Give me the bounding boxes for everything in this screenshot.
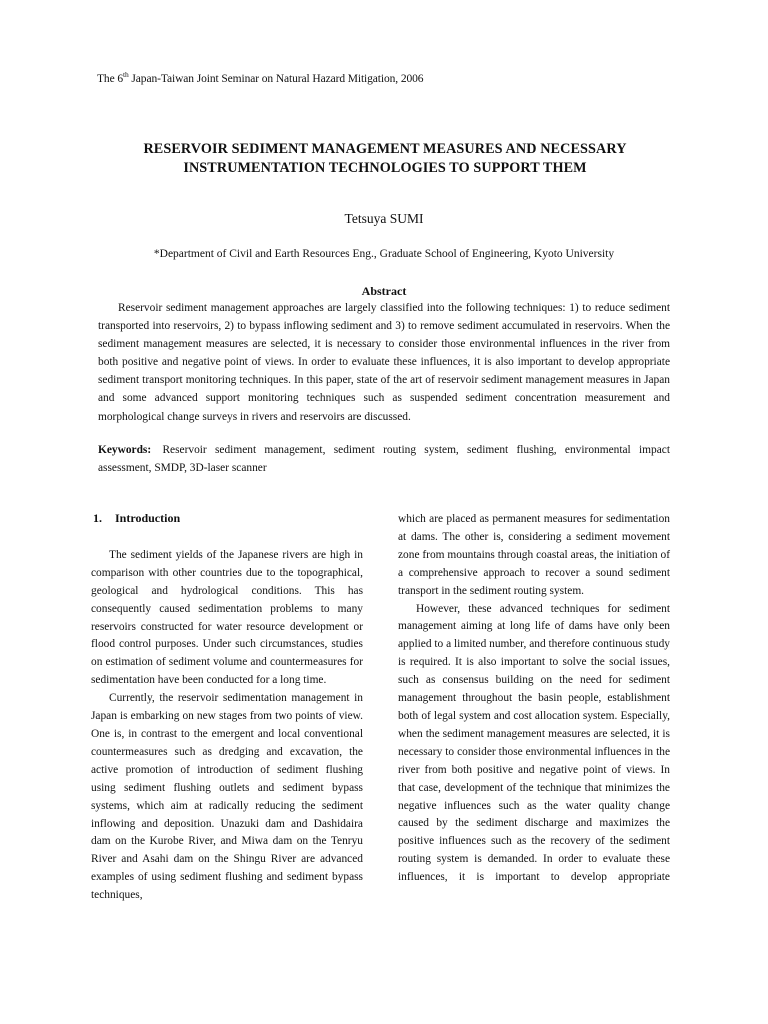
section-title: Introduction — [115, 511, 181, 525]
intro-paragraph-1: The sediment yields of the Japanese rivers are high in comparison with other countries due to the topographical, geological and hydrological conditions. This has consequently caused sedimentation problems to many reservoirs constructed for water resource development or flood control purposes. Under such circumstances, studies on estimation of sediment volume and countermeasures for sedimentation have been conducted for a long time. — [91, 548, 363, 687]
intro-paragraph-3: However, these advanced techniques for sediment management aiming at long life of dams have only been applied to a limited number, and therefore continuous study is required. It is also important to solve the social issues, such as consensus building on the need for sediment management throughout the basin people, establishment both of legal system and cost allocation system. Especially, when the sediment management measures are selected, it is necessary to consider those environmental influences in the river from both positive and negative point of views. In that case, development of the technique that minimizes the negative influences such as the water quality change caused by the sediment discharge and maximizes the positive influences such as the recovery of the sediment routing system is demanded. In order to evaluate these influences, it is important to develop appropriate — [398, 602, 670, 884]
section-number: 1. — [93, 511, 102, 525]
abstract-text: Reservoir sediment management approaches are largely classified into the following techniques: 1) to reduce sediment transported into reservoirs, 2) to bypass inflowing sediment and 3) to remove sediment accumulated in reservoirs. When the sediment management measures are selected, it is necessary to consider those environmental influences in the river from both positive and negative point of views. In order to evaluate these influences, it is also important to develop appropriate sediment transport monitoring techniques. In this paper, state of the art of reservoir sediment management measures in Japan and some advanced support monitoring techniques such as suspended sediment concentration measurement and morphological change surveys in rivers and reservoirs are discussed. — [98, 302, 670, 423]
intro-paragraph-2-continued: which are placed as permanent measures for sedimentation at dams. The other is, considering a sediment movement zone from mountains through coastal areas, the initiation of a comprehensive approach to recover a sound sediment transport in the sediment routing system. — [398, 513, 670, 597]
running-head-pre: The 6 — [97, 73, 124, 85]
author: Tetsuya SUMI — [344, 211, 424, 226]
right-column — [398, 511, 670, 887]
keywords-text: Reservoir sediment management, sediment routing system, sediment flushing, environmental impact assessment, SMDP, 3D-laser scanner — [98, 444, 670, 475]
running-head — [97, 70, 423, 85]
running-head-sup: th — [123, 70, 129, 79]
abstract-heading: Abstract — [361, 284, 407, 298]
affiliation: *Department of Civil and Earth Resources Eng., Graduate School of Engineering, Kyoto University — [153, 248, 615, 260]
title-line-1: RESERVOIR SEDIMENT MANAGEMENT MEASURES AND NECESSARY — [143, 141, 627, 157]
keywords-label: Keywords: — [98, 444, 152, 456]
keywords — [98, 441, 670, 477]
title-line-2: INSTRUMENTATION TECHNOLOGIES TO SUPPORT THEM — [183, 160, 587, 176]
paper-title — [60, 140, 710, 178]
running-head-post: Japan-Taiwan Joint Seminar on Natural Hazard Mitigation, 2006 — [128, 73, 424, 85]
left-column — [91, 510, 363, 905]
intro-paragraph-2: Currently, the reservoir sedimentation management in Japan is embarking on new stages from two points of view. One is, in contrast to the emergent and local conventional countermeasures such as dredging and excavation, the active promotion of introduction of sediment flushing using sediment flushing outlets and sediment bypass systems, which aim at radically reducing the sediment inflowing and deposition. Unazuki dam and Dashidaira dam on the Kurobe River, and Miwa dam on the Tenryu River and Asahi dam on the Shingu River are advanced examples of using sediment flushing and sediment bypass techniques, — [91, 692, 363, 902]
section-heading — [93, 510, 363, 528]
